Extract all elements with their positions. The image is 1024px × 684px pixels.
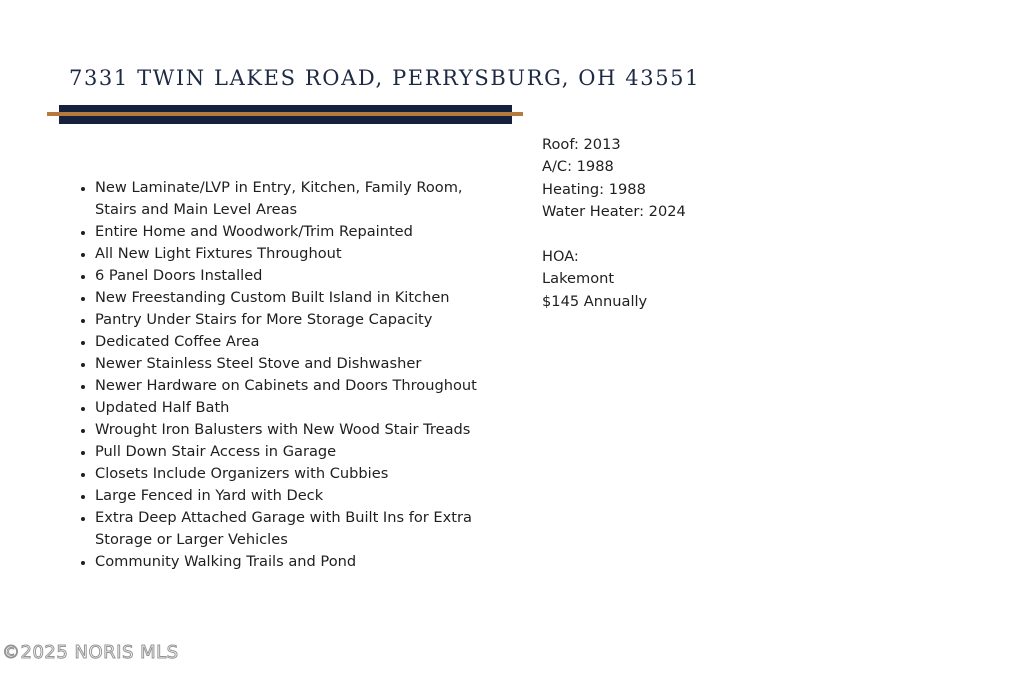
property-specs (542, 134, 686, 313)
list-item: • Community Walking Trails and Pond (95, 551, 505, 573)
list-item: • Extra Deep Attached Garage with Built Ins for Extra Storage or Larger Vehicles (95, 507, 505, 551)
list-item: • Updated Half Bath (95, 397, 505, 419)
list-item: • Pull Down Stair Access in Garage (95, 441, 505, 463)
list-item: • All New Light Fixtures Throughout (95, 243, 505, 265)
copyright-watermark: ©2025 NORIS MLS (2, 642, 179, 663)
hoa-label: HOA: (542, 248, 579, 266)
list-item: • Pantry Under Stairs for More Storage Capacity (95, 309, 505, 331)
list-item: • Closets Include Organizers with Cubbies (95, 463, 505, 485)
spec-roof: Roof: 2013 (542, 136, 621, 153)
spec-heating: Heating: 1988 (542, 180, 646, 198)
spec-spacer (542, 224, 686, 246)
page-title: 7331 TWIN LAKES ROAD, PERRYSBURG, OH 43551 (69, 66, 701, 90)
list-item: • Entire Home and Woodwork/Trim Repainted (95, 221, 505, 243)
list-item: • New Laminate/LVP in Entry, Kitchen, Family Room, Stairs and Main Level Areas (95, 177, 505, 221)
decorative-gold-line (47, 112, 523, 116)
list-item: • 6 Panel Doors Installed (95, 265, 505, 287)
hoa-name: Lakemont (542, 270, 615, 288)
spec-ac: A/C: 1988 (542, 158, 614, 176)
list-item: • Wrought Iron Balusters with New Wood Stair Treads (95, 419, 505, 441)
list-item: • Newer Stainless Steel Stove and Dishwasher (95, 353, 505, 375)
hoa-fee: $145 Annually (542, 292, 648, 310)
list-item: • Newer Hardware on Cabinets and Doors Throughout (95, 375, 505, 397)
list-item: • New Freestanding Custom Built Island in Kitchen (95, 287, 505, 309)
spec-water-heater: Water Heater: 2024 (542, 203, 686, 221)
feature-list (78, 177, 505, 573)
list-item: • Large Fenced in Yard with Deck (95, 485, 505, 507)
list-item: • Dedicated Coffee Area (95, 331, 505, 353)
